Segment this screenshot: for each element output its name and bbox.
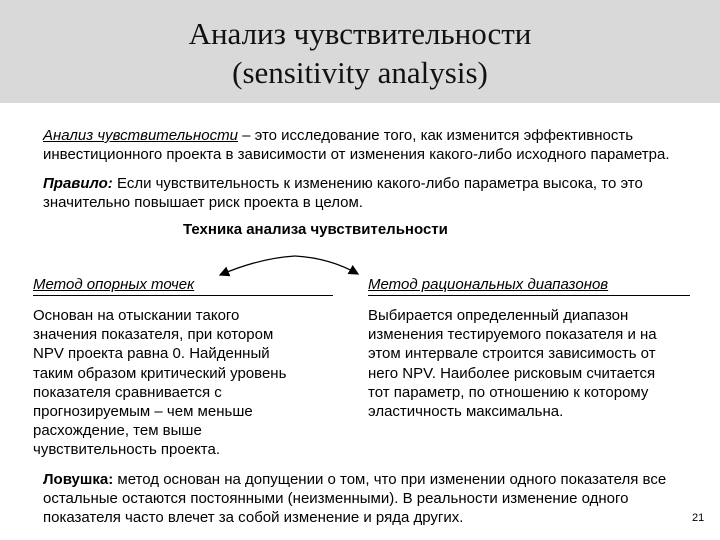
right-line: тот параметр, по отношению к которому	[368, 383, 649, 401]
right-line: эластичность максимальна.	[368, 403, 564, 421]
rule-text: Если чувствительность к изменению какого-либо параметра высока, то это	[112, 175, 643, 192]
definition-line-2: инвестиционного проекта в зависимости от изменения какого-либо исходного параметра.	[43, 146, 670, 163]
left-divider	[33, 295, 333, 296]
right-line: этом интервале строится зависимость от	[368, 345, 656, 363]
trap-line-3: показателя часто влечет за собой изменение и ряда других.	[43, 509, 464, 526]
left-line: чувствительность проекта.	[33, 441, 221, 459]
trap-label: Ловушка:	[43, 471, 114, 488]
right-line: изменения тестируемого показателя и на	[368, 326, 657, 344]
arrow-right	[295, 256, 358, 274]
right-line: него NPV. Наиболее рисковым считается	[368, 364, 656, 382]
page-subtitle: (sensitivity analysis)	[232, 55, 488, 90]
trap-line-1	[43, 470, 666, 489]
trap-text: метод основан на допущении о том, что при изменении одного показателя все	[113, 471, 667, 488]
left-line: расхождение, тем выше	[33, 422, 202, 440]
left-line: показателя сравнивается с	[33, 383, 222, 401]
page-number: 21	[692, 512, 705, 524]
left-line: NPV проекта равна 0. Найденный	[33, 345, 270, 363]
technique-title: Техника анализа чувствительности	[183, 221, 448, 238]
rule-line-2: значительно повышает риск проекта в целом.	[43, 194, 363, 211]
rule-label: Правило:	[43, 175, 113, 192]
trap-line-2: остальные остаются постоянными (неизменными). В реальности изменение одного	[43, 490, 629, 507]
right-line: Выбирается определенный диапазон	[368, 307, 629, 324]
arrow-left	[220, 256, 295, 275]
left-line: прогнозируемым – чем меньше	[33, 403, 253, 421]
left-method-heading: Метод опорных точек	[33, 276, 195, 293]
left-line: таким образом критический уровень	[33, 364, 287, 382]
right-method-body	[368, 306, 657, 421]
right-divider	[368, 295, 690, 296]
left-line: значения показателя, при котором	[33, 326, 274, 344]
left-method-body	[33, 306, 286, 460]
right-method-heading: Метод рациональных диапазонов	[368, 276, 609, 293]
definition-term: Анализ чувствительности	[43, 127, 238, 144]
page-title: Анализ чувствительности	[188, 16, 532, 51]
left-line: Основан на отыскании такого	[33, 307, 240, 324]
definition-text: – это исследование того, как изменится эффективность	[237, 127, 634, 144]
